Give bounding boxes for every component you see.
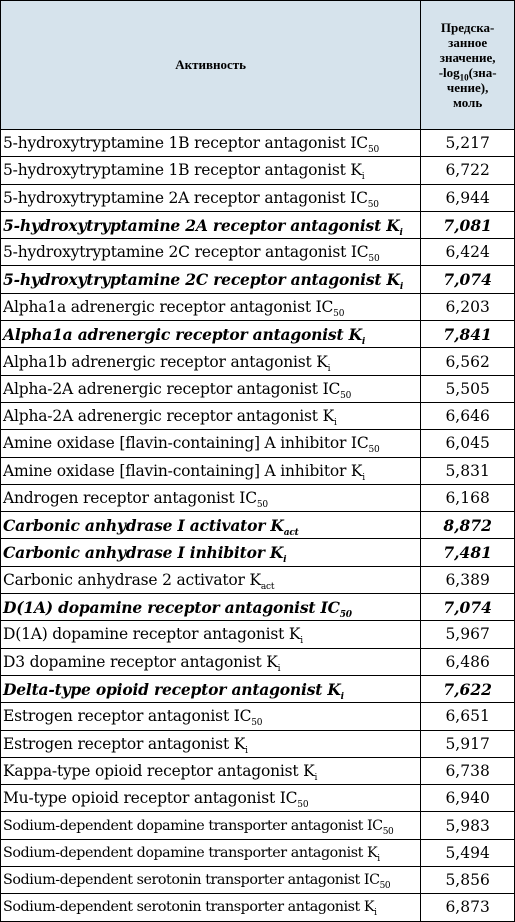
activity-subscript: i [377, 853, 380, 864]
table-row [1, 184, 515, 211]
activity-cell [1, 785, 421, 812]
activity-subscript: 50 [340, 390, 352, 401]
activity-cell [1, 839, 421, 866]
activity-cell [1, 266, 421, 293]
activity-text: Delta-type opioid receptor antagonist K [3, 679, 341, 699]
activity-cell [1, 894, 421, 921]
activity-text: Sodium-dependent dopamine transporter antagonist IC [3, 817, 383, 834]
activity-cell [1, 130, 421, 157]
activity-text: 5-hydroxytryptamine 1B receptor antagonist K [3, 161, 362, 180]
value-cell: 5,856 [421, 867, 515, 894]
activity-subscript: i [399, 227, 403, 238]
activity-subscript: i [327, 363, 331, 374]
activity-subscript: i [340, 691, 344, 702]
activity-text: 5-hydroxytryptamine 2C receptor antagonist K [3, 270, 400, 290]
activity-text: Mu-type opioid receptor antagonist IC [3, 789, 298, 808]
table-row [1, 839, 515, 866]
activity-cell [1, 484, 421, 511]
activity-cell [1, 648, 421, 675]
value-cell: 5,505 [421, 375, 515, 402]
activity-text: Alpha1a adrenergic receptor antagonist K [3, 324, 362, 344]
activity-cell [1, 621, 421, 648]
activity-subscript: 50 [368, 445, 380, 456]
value-cell: 6,651 [421, 703, 515, 730]
value-cell: 6,722 [421, 157, 515, 184]
activity-cell [1, 293, 421, 320]
value-cell: 6,486 [421, 648, 515, 675]
activity-text: 5-hydroxytryptamine 1B receptor antagonist IC [3, 134, 368, 153]
activity-subscript: 50 [333, 309, 345, 320]
activity-text: Carbonic anhydrase 2 activator K [3, 570, 261, 589]
table-row [1, 266, 515, 293]
activity-cell [1, 321, 421, 348]
table-body [1, 130, 515, 922]
activity-text: D(1A) dopamine receptor antagonist IC [3, 597, 340, 617]
activity-subscript: i [283, 555, 287, 566]
activity-cell [1, 184, 421, 211]
activity-text: Amine oxidase [flavin-containing] A inhibitor IC [3, 434, 369, 453]
table-row [1, 539, 515, 566]
activity-subscript: 50 [297, 800, 309, 811]
value-cell: 7,841 [421, 321, 515, 348]
activity-subscript: i [245, 745, 248, 756]
activity-cell [1, 457, 421, 484]
value-header-line5: чение), [446, 80, 489, 95]
activity-header-text: Активность [175, 57, 247, 72]
activity-cell [1, 211, 421, 238]
activity-cell [1, 812, 421, 839]
table-row [1, 375, 515, 402]
table-row [1, 348, 515, 375]
value-cell: 6,944 [421, 184, 515, 211]
value-cell: 8,872 [421, 512, 515, 539]
table-row [1, 867, 515, 894]
activity-text: Carbonic anhydrase I inhibitor K [3, 543, 284, 563]
table-row [1, 484, 515, 511]
activity-subscript: i [300, 636, 303, 647]
table-row [1, 457, 515, 484]
activity-text: Alpha1a adrenergic receptor antagonist IC [3, 297, 334, 316]
activity-text: 5-hydroxytryptamine 2A receptor antagonist IC [3, 188, 368, 207]
header-row [1, 1, 515, 130]
table-row [1, 675, 515, 702]
activity-subscript: i [277, 663, 281, 674]
value-cell: 6,389 [421, 566, 515, 593]
activity-subscript: 50 [382, 826, 394, 837]
table-row [1, 211, 515, 238]
table-row [1, 430, 515, 457]
table-header [1, 1, 515, 130]
table-row [1, 512, 515, 539]
value-cell: 7,622 [421, 675, 515, 702]
activity-subscript: 50 [379, 881, 391, 892]
activity-subscript: act [260, 581, 275, 592]
activity-text: Sodium-dependent serotonin transporter antagonist K [3, 899, 375, 916]
activity-cell [1, 730, 421, 757]
activity-subscript: i [362, 472, 365, 483]
value-cell: 5,917 [421, 730, 515, 757]
activity-text: Sodium-dependent dopamine transporter antagonist K [3, 844, 378, 861]
activity-subscript: act [283, 527, 299, 538]
table-row [1, 621, 515, 648]
activity-text: Alpha-2A adrenergic receptor antagonist IC [3, 379, 341, 398]
activity-subscript: i [314, 773, 318, 784]
value-cell: 5,831 [421, 457, 515, 484]
activity-cell [1, 348, 421, 375]
table-row [1, 566, 515, 593]
activity-subscript: 50 [367, 145, 380, 156]
value-column-header [421, 1, 515, 130]
activity-text: Sodium-dependent serotonin transporter antagonist IC [3, 872, 380, 889]
activity-subscript: 50 [251, 718, 263, 729]
activity-subscript: i [333, 418, 337, 429]
activity-text: Androgen receptor antagonist IC [3, 489, 257, 507]
value-header-line4 [438, 65, 497, 83]
activity-subscript: i [374, 908, 377, 919]
table-row [1, 894, 515, 921]
activity-cell [1, 757, 421, 784]
activity-text: D3 dopamine receptor antagonist K [3, 652, 278, 671]
activity-subscript: 50 [367, 199, 379, 210]
activity-text: Kappa-type opioid receptor antagonist K [3, 761, 315, 780]
value-cell: 6,562 [421, 348, 515, 375]
activity-subscript: i [361, 336, 366, 347]
value-header-line2: занное [448, 35, 488, 50]
table-row [1, 402, 515, 429]
table-row [1, 648, 515, 675]
value-cell: 7,074 [421, 266, 515, 293]
table-row [1, 703, 515, 730]
activity-cell [1, 703, 421, 730]
activity-cell [1, 239, 421, 266]
value-cell: 6,738 [421, 757, 515, 784]
activity-text: Estrogen receptor antagonist K [3, 734, 246, 753]
activity-cell [1, 512, 421, 539]
value-header-line6: моль [453, 95, 483, 110]
table-row [1, 730, 515, 757]
value-header-line3: значение, [439, 50, 496, 65]
value-header-log: -log [438, 65, 460, 80]
activity-cell [1, 430, 421, 457]
value-cell: 6,203 [421, 293, 515, 320]
value-cell: 7,481 [421, 539, 515, 566]
activity-cell [1, 402, 421, 429]
value-cell: 6,424 [421, 239, 515, 266]
activity-text: Alpha-2A adrenergic receptor antagonist K [3, 407, 334, 426]
activity-cell [1, 594, 421, 621]
activity-text: 5-hydroxytryptamine 2A receptor antagonist K [3, 215, 400, 235]
value-header-log-base: 10 [459, 72, 469, 83]
activity-cell [1, 566, 421, 593]
table-row [1, 757, 515, 784]
activity-text: Estrogen receptor antagonist IC [3, 707, 252, 726]
activity-subscript: 50 [256, 500, 268, 511]
value-cell: 6,873 [421, 894, 515, 921]
activity-subscript: 50 [339, 609, 352, 620]
activity-subscript: i [361, 172, 365, 183]
value-cell: 5,983 [421, 812, 515, 839]
activity-cell [1, 375, 421, 402]
table-row [1, 785, 515, 812]
activity-subscript: 50 [368, 254, 380, 265]
activity-column-header [1, 1, 421, 130]
table-row [1, 321, 515, 348]
value-cell: 5,967 [421, 621, 515, 648]
activity-cell [1, 675, 421, 702]
activity-text: Carbonic anhydrase I activator K [3, 515, 284, 535]
activity-text: 5-hydroxytryptamine 2C receptor antagonist IC [3, 243, 369, 262]
table-row [1, 594, 515, 621]
value-cell: 6,045 [421, 430, 515, 457]
table-row [1, 130, 515, 157]
value-cell: 5,494 [421, 839, 515, 866]
activity-text: Alpha1b adrenergic receptor antagonist K [3, 352, 328, 371]
value-header-line4-rest: (зна- [468, 65, 497, 80]
value-cell: 6,168 [421, 484, 515, 511]
activity-cell [1, 539, 421, 566]
value-cell: 6,940 [421, 785, 515, 812]
activity-text: D(1A) dopamine receptor antagonist K [3, 625, 301, 644]
table-row [1, 812, 515, 839]
activity-cell [1, 157, 421, 184]
value-cell: 6,646 [421, 402, 515, 429]
value-cell: 5,217 [421, 130, 515, 157]
table-row [1, 239, 515, 266]
activity-text: Amine oxidase [flavin-containing] A inhibitor K [3, 461, 363, 480]
activity-cell [1, 867, 421, 894]
value-cell: 7,081 [421, 211, 515, 238]
value-header-line1: Предска- [440, 20, 495, 35]
table-row [1, 293, 515, 320]
activity-subscript: i [399, 282, 404, 293]
value-cell: 7,074 [421, 594, 515, 621]
table-row [1, 157, 515, 184]
